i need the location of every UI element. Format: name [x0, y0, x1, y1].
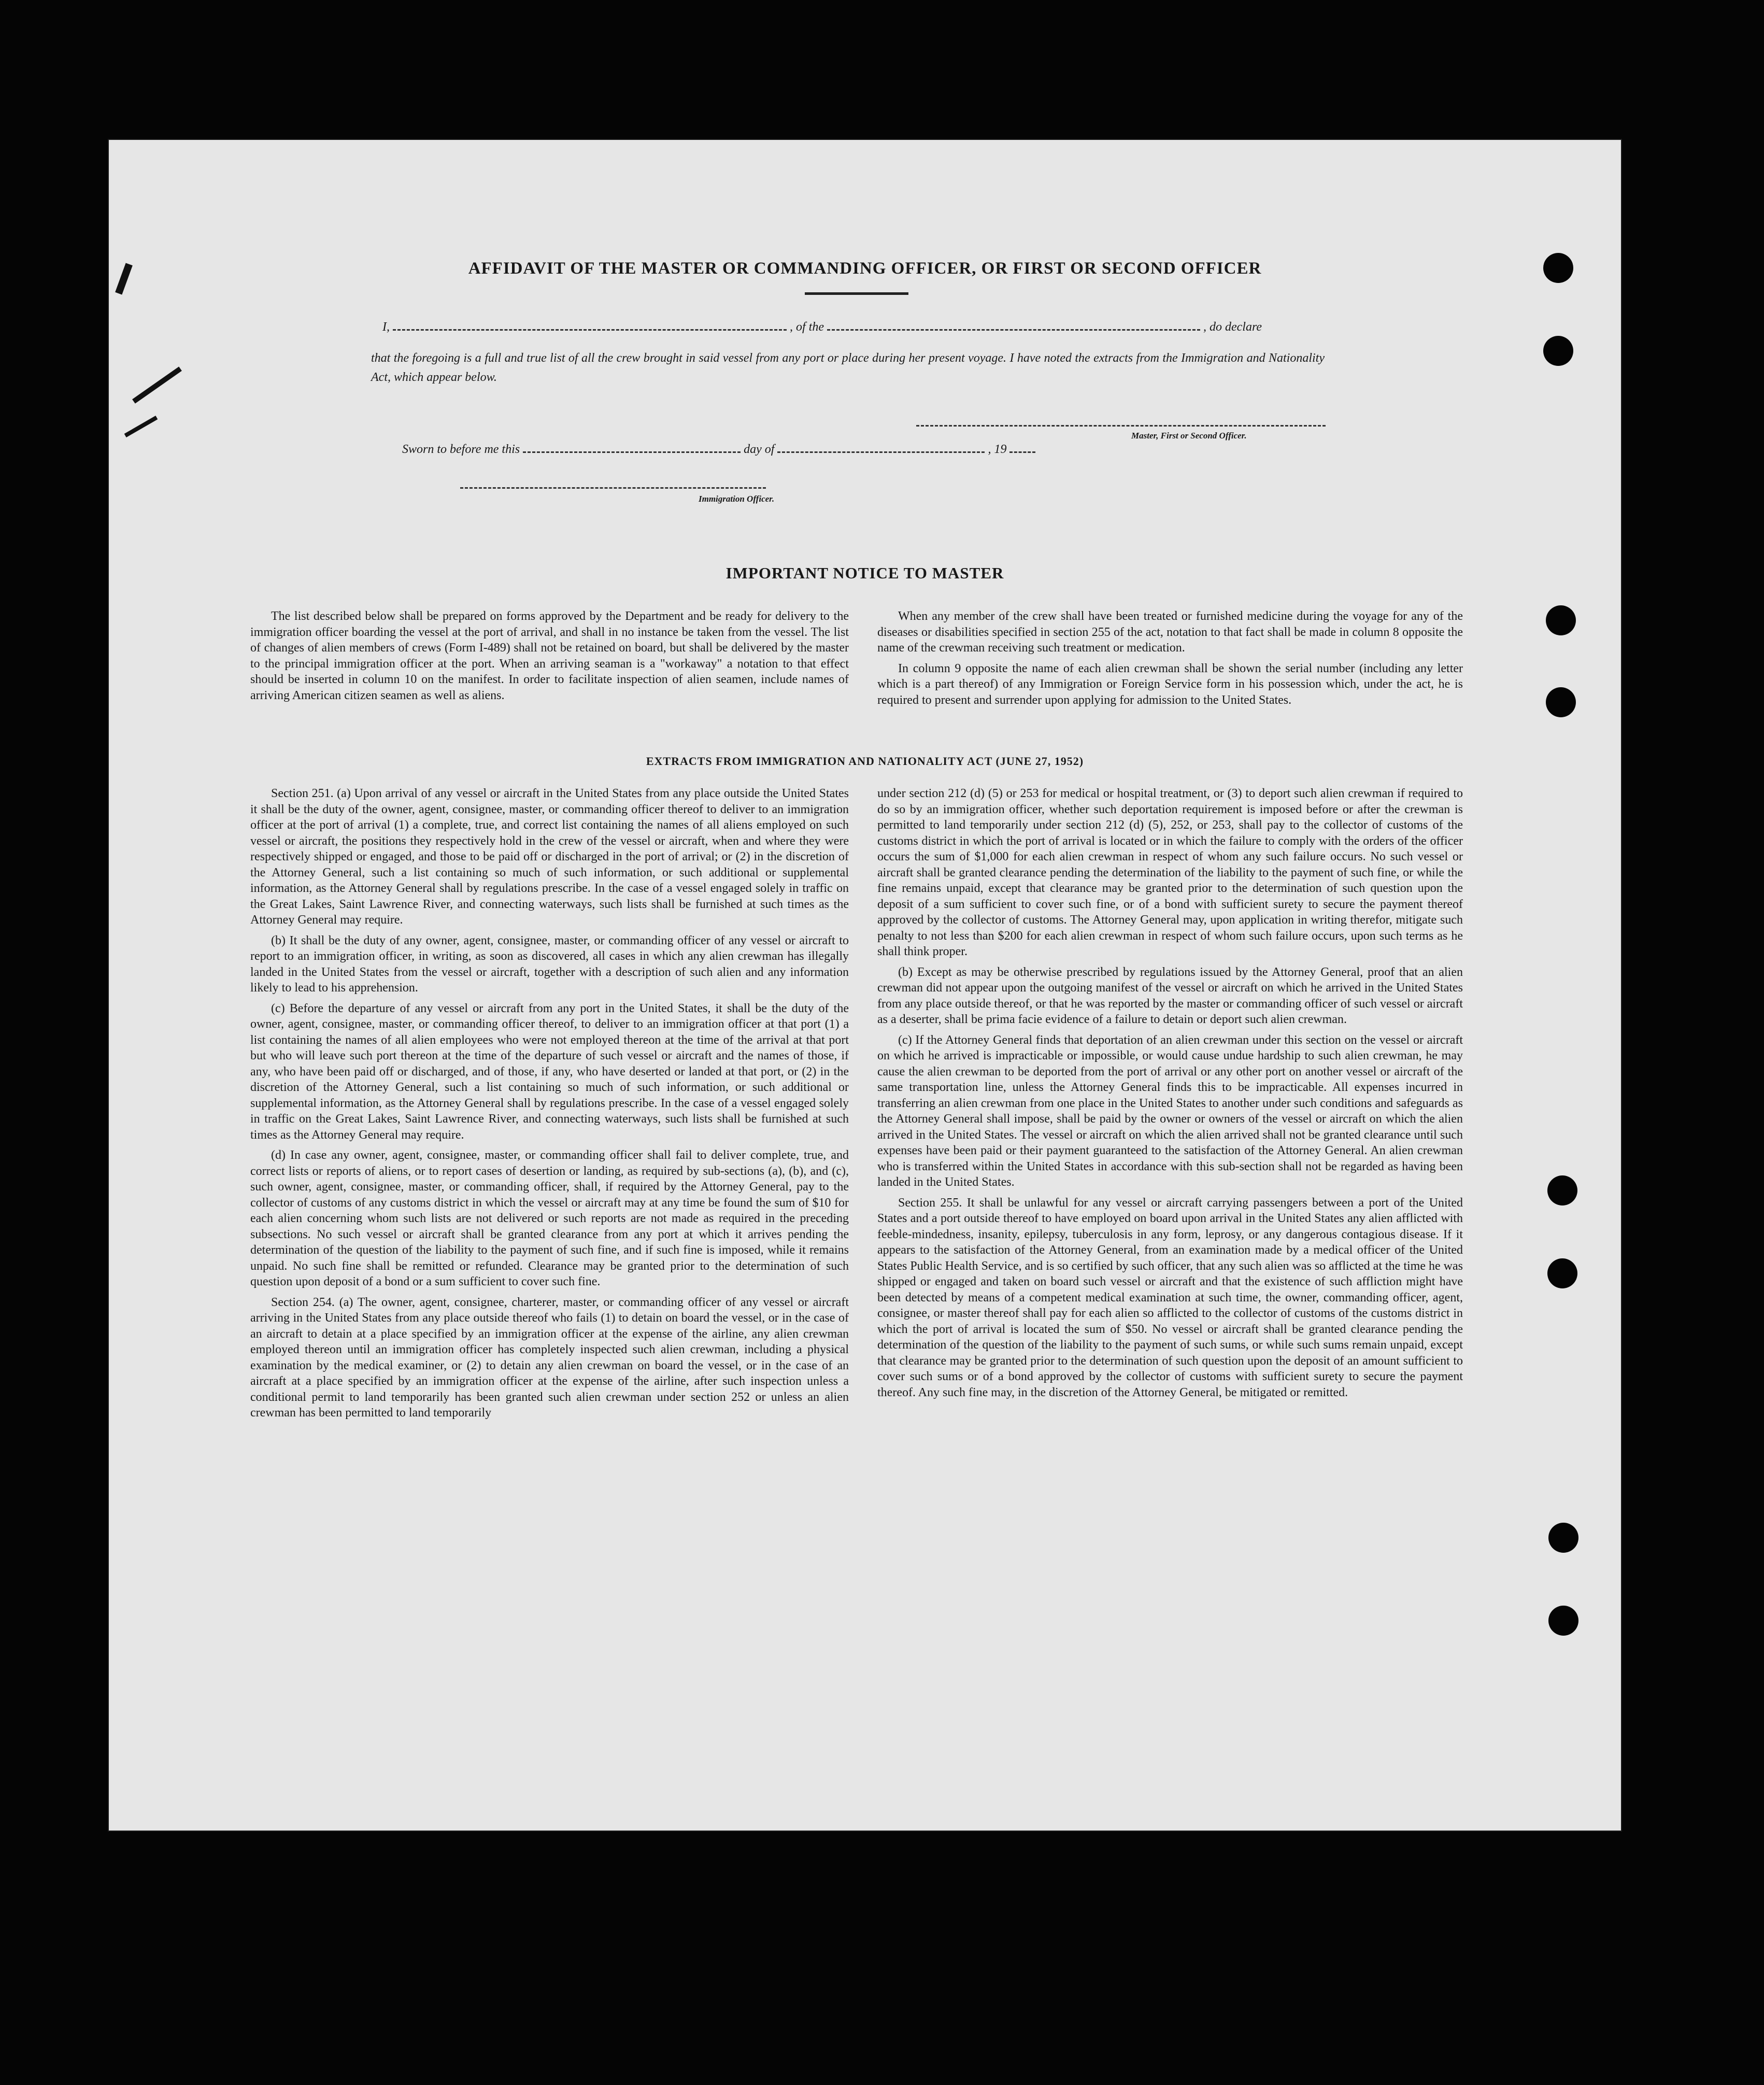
extracts-left-column	[250, 786, 849, 1426]
month-field[interactable]	[777, 445, 985, 453]
affidavit-title: AFFIDAVIT OF THE MASTER OR COMMANDING OFFICER, OR FIRST OR SECOND OFFICER	[468, 259, 1262, 278]
name-field[interactable]	[393, 323, 787, 331]
extract-paragraph: Section 251. (a) Upon arrival of any vessel or aircraft in the United States from any place outside the United States it shall be the duty of the owner, agent, consignee, master, or commanding officer thereof to deliver to an immigration officer at the port of arrival (1) a complete, true, and correct list containing the names of all aliens employed on such vessel or aircraft, the positions they respectively hold in the crew of the vessel or aircraft, when and where they were respectively shipped or engaged, and those to be paid off or discharged in the port of arrival; or (2) in the discretion of the Attorney General, such a list containing so much of such information, or such additional or supplemental information, as the Attorney General shall by regulations prescribe. In the case of a vessel engaged solely in traffic on the Great Lakes, Saint Lawrence River, and connecting waterways, such lists shall be furnished at such times as the Attorney General may require.	[250, 787, 849, 927]
notice-right-column	[877, 608, 1463, 713]
notice-paragraph: The list described below shall be prepared on forms approved by the Department and be ready for delivery to the immigration officer boarding the vessel at the port of arrival, and shall in no instance be taken from the vessel. The list of changes of alien members of crews (Form I-489) shall not be retained on board, but shall be delivered by the master to the principal immigration officer at the port. When an arriving seaman is a "workaway" a notation to that effect should be inserted in column 10 on the manifest. In order to facilitate inspection of alien seamen, include names of arriving American citizen seamen as well as aliens.	[250, 609, 849, 702]
punch-hole	[1548, 1606, 1578, 1636]
vessel-field[interactable]	[827, 323, 1200, 331]
extract-paragraph: (b) It shall be the duty of any owner, agent, consignee, master, or commanding officer of any vessel or aircraft to report to an immigration officer, in writing, as soon as discovered, all cases in which any alien crewman has illegally landed in the United States from the vessel or aircraft, together with a description of such alien and any information likely to lead to his apprehension.	[250, 933, 849, 995]
sworn-line	[402, 443, 1035, 457]
notice-paragraph: In column 9 opposite the name of each alien crewman shall be shown the serial number (including any letter which is a part thereof) of any Immigration or Foreign Service form in his possession which, under the act, he is required to present and surrender upon applying for admission to the United States.	[877, 661, 1463, 707]
year-field[interactable]	[1009, 445, 1035, 453]
notice-left-column	[250, 608, 849, 708]
extract-paragraph: (d) In case any owner, agent, consignee, master, or commanding officer shall fail to deliver complete, true, and correct lists or reports of aliens, or to report cases of desertion or landing, as required by sub-sections (a), (b), and (c), such owner, agent, consignee, master, or commanding officer, shall, if required by the Attorney General, pay to the collector of customs of any customs district in which the vessel or aircraft may at any time be found the sum of $10 for each alien concerning whom such lists are not delivered or such reports are not made as required in the preceding subsections. No such vessel or aircraft shall be granted clearance from any port at which it arrives pending the determination of the question of the liability to the payment of such fine, and if such fine is imposed, while it remains unpaid. No such fine shall be remitted or refunded. Clearance may be granted prior to the determination of such question upon deposit of a bond or a sum sufficient to cover such fine.	[250, 1148, 849, 1288]
day-field[interactable]	[523, 445, 741, 453]
extracts-right-column	[877, 786, 1463, 1405]
punch-hole	[1547, 1258, 1577, 1288]
notice-title: IMPORTANT NOTICE TO MASTER	[725, 564, 1004, 582]
i-label: I,	[382, 320, 390, 334]
ink-smudge	[132, 366, 182, 403]
punch-hole	[1548, 1523, 1578, 1553]
ink-smudge	[124, 416, 158, 437]
officer-signature-label: Immigration Officer.	[699, 494, 775, 504]
punch-hole	[1547, 1175, 1577, 1205]
punch-hole	[1546, 687, 1576, 717]
of-the-label: , of the	[790, 320, 824, 334]
document-page	[108, 139, 1622, 1832]
extract-paragraph: (c) Before the departure of any vessel or aircraft from any port in the United States, it shall be the duty of the owner, agent, consignee, master, or commanding officer thereof, to deliver to an immigration officer at that port (1) a list containing the names of all alien employees who were not employed thereon at the time of the arrival at that port but who will leave such port thereon at the time of the departure of such vessel or aircraft and the names of those, if any, who have been paid off or discharged, and of those, if any, who have deserted or landed at that port, or (2) in the discretion of the Attorney General, such a list containing so much of such information, or such additional or supplemental information, as the Attorney General shall by regulations prescribe. In the case of a vessel engaged solely in traffic on the Great Lakes, Saint Lawrence River, and connecting waterways, such lists shall be furnished at such times as the Attorney General may require.	[250, 1001, 849, 1142]
title-divider	[805, 292, 908, 295]
master-signature-line[interactable]	[916, 419, 1326, 427]
do-declare-label: , do declare	[1203, 320, 1262, 334]
master-signature-label: Master, First or Second Officer.	[1131, 431, 1247, 441]
officer-signature-line[interactable]	[460, 481, 766, 489]
punch-hole	[1543, 336, 1573, 366]
extract-paragraph: Section 254. (a) The owner, agent, consignee, charterer, master, or commanding officer of any vessel or aircraft arriving in the United States from any place outside thereof who fails (1) to detain on board the vessel, or in the case of an aircraft to detain at a place specified by an immigration officer at the expense of the airline, any alien crewman employed thereon until an immigration officer has completely inspected such alien crewman, including a physical examination by the medical examiner, or (2) to detain any alien crewman on board the vessel, or in the case of an aircraft at a place specified by an immigration officer at the expense of the airline, after such inspection unless a conditional permit to land temporarily has been granted such alien crewman under section 252 or unless an alien crewman has been permitted to land temporarily	[250, 1295, 849, 1420]
notice-paragraph: When any member of the crew shall have been treated or furnished medicine during the voyage for any of the diseases or disabilities specified in section 255 of the act, notation to that fact shall be made in column 8 opposite the name of the crewman receiving such treatment or medication.	[877, 609, 1463, 655]
year-label: , 19	[988, 443, 1007, 456]
extract-paragraph: (c) If the Attorney General finds that deportation of an alien crewman under this section on the vessel or aircraft on which he arrived is impracticable or impossible, or would cause undue hardship to such alien crewman, he may cause the alien crewman to be deported from the port of arrival or any other port on another vessel or aircraft of the same transportation line, unless the Attorney General finds this to be impracticable. All expenses incurred in transferring an alien crewman from one place in the United States to another under such conditions and safeguards as the Attorney General shall impose, shall be paid by the owner or owners of the vessel or aircraft on which the alien arrived in the United States. The vessel or aircraft on which the alien arrived shall not be granted clearance until such expenses have been paid or their payment guaranteed to the satisfaction of the Attorney General. An alien crewman who is transferred within the United States in accordance with this sub-section shall not be regarded as having been landed in the United States.	[877, 1033, 1463, 1189]
extract-paragraph: (b) Except as may be otherwise prescribed by regulations issued by the Attorney General, proof that an alien crewman did not appear upon the outgoing manifest of the vessel or aircraft on which he arrived in the United States from any place outside thereof, or that he was reported by the master or commanding officer of such vessel or aircraft as a deserter, shall be prima facie evidence of a failure to detain or deport such alien crewman.	[877, 965, 1463, 1026]
declaration-text: that the foregoing is a full and true list of all the crew brought in said vessel from any port or place during her present voyage. I have noted the extracts from the Immigration and Nationality Act, which appear below.	[371, 351, 1325, 384]
extract-paragraph: Section 255. It shall be unlawful for any vessel or aircraft carrying passengers between a port of the United States and a port outside thereof to have employed on board upon arrival in the United States any alien afflicted with feeble-mindedness, insanity, epilepsy, tuberculosis in any form, leprosy, or any dangerous contagious disease. If it appears to the satisfaction of the Attorney General, from an examination made by a medical officer of the United States Public Health Service, and is so certified by such officer, that any such alien was so afflicted at the time he was shipped or engaged and taken on board such vessel or aircraft and that the existence of such affliction might have been detected by means of a competent medical examination at such time, the owner, commanding officer, agent, consignee, or master thereof shall pay for each alien so afflicted to the collector of customs of the customs district in which the port of arrival is located the sum of $50. No vessel or aircraft shall be granted clearance pending the determination of the question of the liability to the payment of such sums, or while such sums remain unpaid, except that clearance may be granted prior to the determination of such question upon the deposit of an amount sufficient to cover such sums or of a bond approved by the collector of customs with sufficient surety to secure the payment thereof. Any such fine may, in the discretion of the Attorney General, be mitigated or remitted.	[877, 1196, 1463, 1399]
sworn-label: Sworn to before me this	[402, 443, 520, 456]
declaration-line	[382, 320, 1262, 334]
extract-paragraph: under section 212 (d) (5) or 253 for medical or hospital treatment, or (3) to deport such alien crewman if required to do so by an immigration officer, whether such deportation requirement is imposed before or after the crewman is permitted to land temporarily under section 212 (d) (5), 252, or 253, shall pay to the collector of customs of the customs district in which the port of arrival is located or in which the failure to comply with the orders of the officer occurs the sum of $1,000 for each alien crewman in respect of whom any such failure occurs. No such vessel or aircraft shall be granted clearance pending the determination of the liability to the payment of such fine, or while the fine remains unpaid, except that clearance may be granted prior to the determination of such question upon the deposit of a sum sufficient to cover such fine, or of a bond with sufficient surety to secure the payment thereof approved by the collector of customs. The Attorney General may, upon application in writing therefor, mitigate such penalty to not less than $200 for each alien crewman in respect of whom such failure occurs, upon such terms as he shall think proper.	[877, 787, 1463, 958]
punch-hole	[1546, 605, 1576, 635]
extracts-title: EXTRACTS FROM IMMIGRATION AND NATIONALITY ACT (JUNE 27, 1952)	[646, 755, 1084, 768]
day-of-label: day of	[744, 443, 775, 456]
